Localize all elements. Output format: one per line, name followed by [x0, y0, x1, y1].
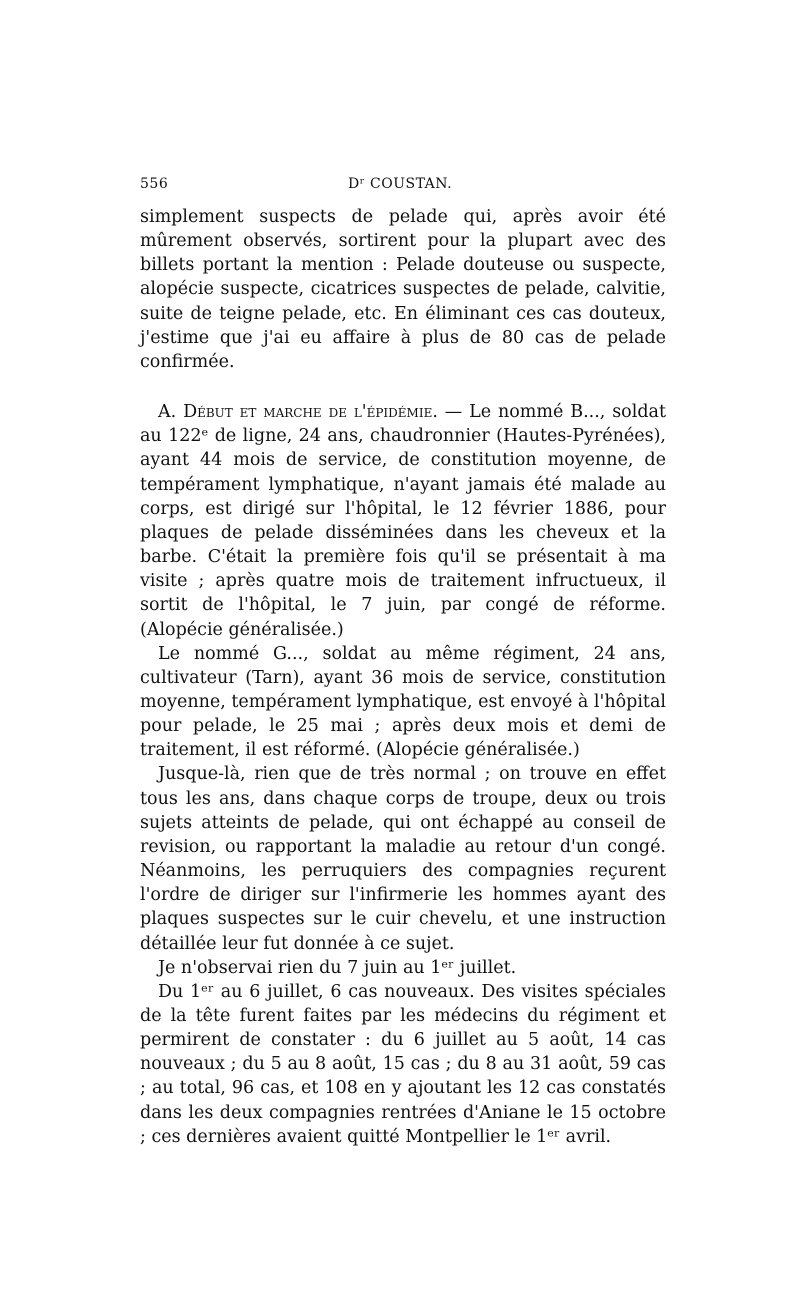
paragraph: [140, 400, 666, 642]
paragraph: simplement suspects de pelade qui, après avoir été mûrement observés, sortirent pour la plupart avec des billets portant la mention : Pelade douteuse ou suspecte, alopécie suspecte, cicatrices suspectes de pelade, calvitie, suite de teigne pelade, etc. En éliminant ces cas douteux, j'estime que j'ai eu affaire à plus de 80 cas de pelade confirmée.: [140, 207, 666, 372]
body-text: [140, 205, 666, 1149]
paragraph-body: Le nommé B..., soldat au 122ᵉ de ligne, 24 ans, chaudronnier (Hautes-Pyrénées), ayant 44 mois de service, de constitution moyenne, de tempérament lymphatique, n'ayant jamais été malade au corps, est dirigé sur l'hôpital, le 12 février 1886, pour plaques de pelade disséminées dans les cheveux et la barbe. C'était la première fois qu'il se présentait à ma visite ; après quatre mois de traitement infructueux, il sortit de l'hôpital, le 7 juin, par congé de réforme. (Alopécie généralisée.): [140, 402, 666, 640]
paragraph: Le nommé G..., soldat au même régiment, 24 ans, cultivateur (Tarn), ayant 36 mois de service, constitution moyenne, tempérament lymphatique, est envoyé à l'hôpital pour pelade, le 25 mai ; après deux mois et demi de traitement, il est réformé. (Alopécie généralisée.): [140, 643, 666, 761]
page-number: 556: [140, 176, 169, 192]
paragraph: Je n'observai rien du 7 juin au 1ᵉʳ juillet.: [158, 957, 517, 978]
paragraph: Du 1ᵉʳ au 6 juillet, 6 cas nouveaux. Des visites spéciales de la tête furent faites par les médecins du régiment et permirent de constater : du 6 juillet au 5 août, 14 cas nouveaux ; du 5 au 8 août, 15 cas ; du 8 au 31 août, 59 cas ; au total, 96 cas, et 108 en y ajoutant les 12 cas constatés dans les deux compagnies rentrées d'Aniane le 15 octobre ; ces dernières avaient quitté Montpellier le 1ᵉʳ avril.: [140, 981, 666, 1147]
running-head-author: Dʳ COUSTAN.: [348, 176, 453, 192]
section-heading: A. Début et marche de l'épidémie. —: [158, 402, 463, 423]
running-header: [140, 176, 665, 198]
paragraph: Jusque-là, rien que de très normal ; on trouve en effet tous les ans, dans chaque corps de troupe, deux ou trois sujets atteints de pelade, qui ont échappé au conseil de revision, ou rapportant la maladie au retour d'un congé. Néanmoins, les perruquiers des compagnies reçurent l'ordre de diriger sur l'infirmerie les hommes ayant des plaques suspectes sur le cuir chevelu, et une instruction détaillée leur fut donnée à ce sujet.: [140, 764, 666, 954]
